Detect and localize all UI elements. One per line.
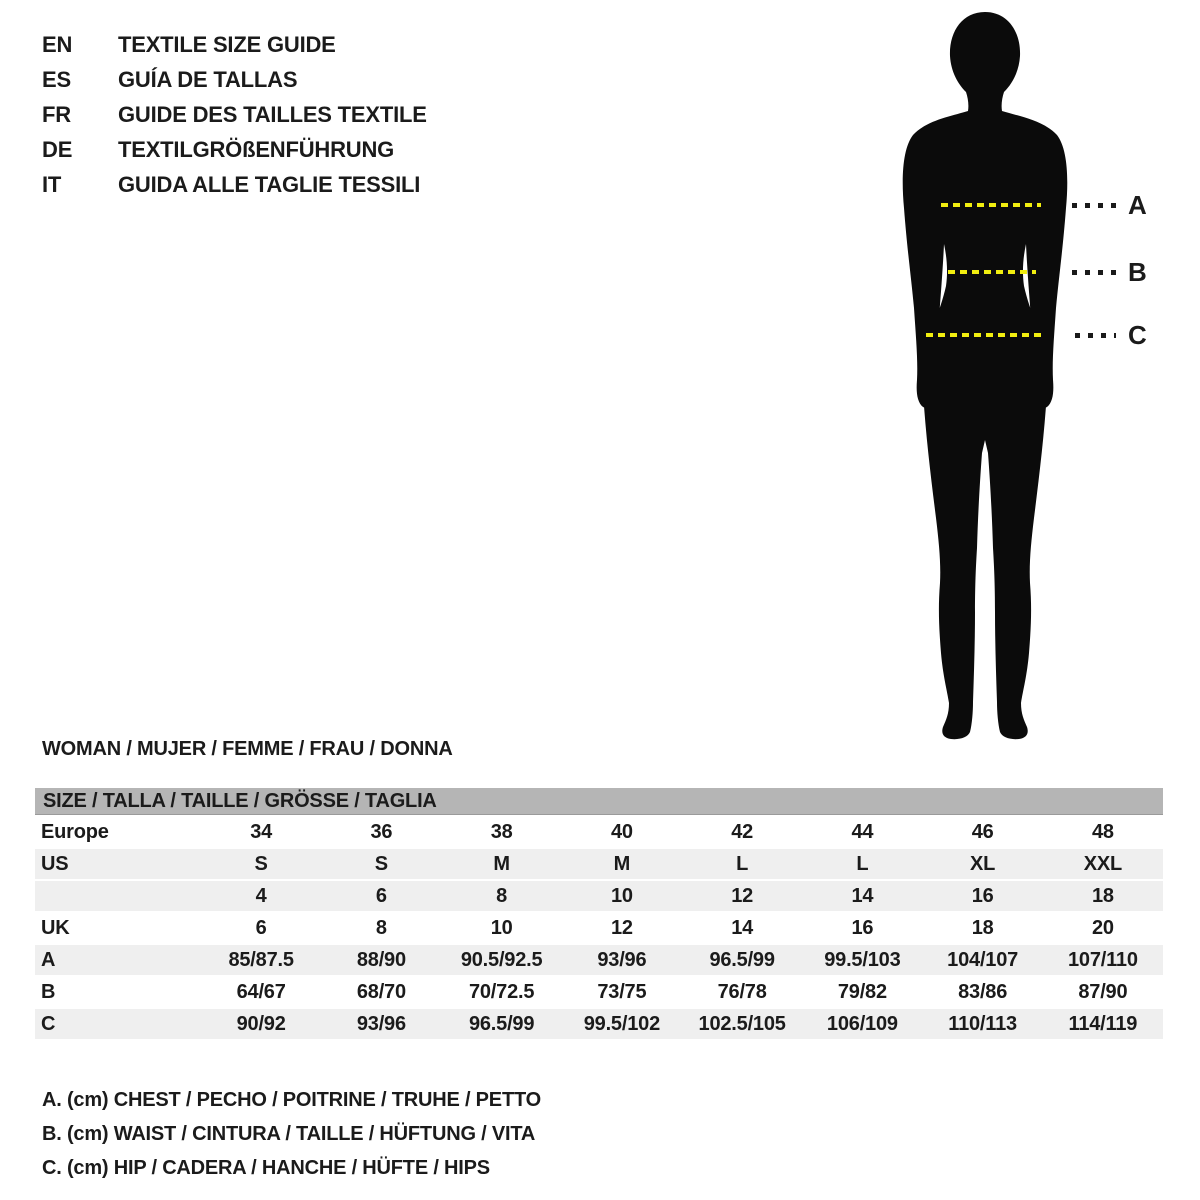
table-cell: 104/107 [947, 949, 1019, 971]
language-title: TEXTILGRÖßENFÜHRUNG [118, 137, 395, 162]
table-cell: 8 [496, 885, 508, 907]
table-cell: 42 [731, 821, 754, 843]
table-row [35, 817, 1163, 847]
table-cell: 76/78 [717, 981, 767, 1003]
waist-measure-dash-yellow [948, 270, 1036, 274]
table-cell: 12 [610, 917, 633, 939]
table-cell: 64/67 [236, 981, 286, 1003]
table-row [35, 849, 1163, 879]
language-title-list [42, 27, 427, 202]
table-row [35, 881, 1163, 911]
measurement-legend [42, 1083, 541, 1185]
table-cell: XXL [1083, 853, 1123, 875]
table-cell: L [736, 853, 749, 875]
size-table-header: SIZE / TALLA / TAILLE / GRÖSSE / TAGLIA [35, 788, 1163, 815]
woman-silhouette-icon [858, 8, 1112, 746]
table-cell: 85/87.5 [228, 949, 294, 971]
table-cell: 38 [490, 821, 513, 843]
hip-measure-dash-yellow [926, 333, 1044, 337]
table-cell: M [613, 853, 631, 875]
row-label: A [41, 949, 56, 971]
table-cell: 93/96 [356, 1013, 406, 1035]
table-cell: 34 [250, 821, 273, 843]
table-cell: 36 [370, 821, 393, 843]
table-cell: 70/72.5 [468, 981, 535, 1003]
language-row [42, 97, 427, 132]
table-cell: 40 [610, 821, 633, 843]
table-cell: 44 [851, 821, 874, 843]
table-cell: L [856, 853, 869, 875]
table-cell: 4 [255, 885, 267, 907]
language-code: IT [42, 172, 62, 197]
table-cell: 18 [1091, 885, 1114, 907]
table-cell: 106/109 [826, 1013, 898, 1035]
table-cell: 14 [731, 917, 754, 939]
language-code: FR [42, 102, 71, 127]
table-cell: 16 [851, 917, 874, 939]
size-table-body [35, 817, 1163, 1039]
table-cell: 83/86 [958, 981, 1008, 1003]
legend-line-chest: A. (cm) CHEST / PECHO / POITRINE / TRUHE / PETTO [42, 1089, 541, 1111]
table-cell: 6 [375, 885, 387, 907]
language-row [42, 132, 427, 167]
table-cell: 88/90 [356, 949, 406, 971]
language-row [42, 62, 427, 97]
language-title: GUIDE DES TAILLES TEXTILE [118, 102, 427, 127]
section-title-woman: WOMAN / MUJER / FEMME / FRAU / DONNA [42, 738, 453, 760]
table-cell: 14 [851, 885, 874, 907]
table-cell: 110/113 [948, 1013, 1017, 1035]
table-cell: 99.5/103 [824, 949, 901, 971]
language-title: GUIDA ALLE TAGLIE TESSILI [118, 172, 421, 197]
table-row [35, 913, 1163, 943]
marker-label-b: B [1128, 257, 1147, 287]
table-cell: 68/70 [356, 981, 406, 1003]
table-cell: 10 [610, 885, 633, 907]
table-cell: 18 [971, 917, 994, 939]
table-cell: 79/82 [837, 981, 887, 1003]
row-label: UK [41, 917, 70, 939]
table-cell: M [493, 853, 510, 875]
table-row [35, 1009, 1163, 1039]
language-title: GUÍA DE TALLAS [118, 67, 298, 92]
row-label [35, 881, 201, 911]
table-cell: S [374, 853, 388, 875]
language-code: DE [42, 137, 73, 162]
table-cell: 96.5/99 [709, 949, 775, 971]
table-cell: 46 [971, 821, 994, 843]
table-cell: 90/92 [236, 1013, 286, 1035]
language-code: EN [42, 32, 73, 57]
row-label: B [41, 981, 56, 1003]
row-label: Europe [41, 821, 109, 843]
chest-measure-dash-black [1072, 203, 1116, 208]
row-label: C [41, 1013, 56, 1035]
marker-label-a: A [1128, 190, 1147, 220]
table-cell: XL [970, 853, 996, 875]
language-title: TEXTILE SIZE GUIDE [118, 32, 336, 57]
waist-measure-dash-black [1072, 270, 1116, 275]
table-cell: 99.5/102 [583, 1013, 660, 1035]
table-cell: 93/96 [597, 949, 647, 971]
table-cell: 114/119 [1068, 1013, 1138, 1035]
table-cell: 16 [971, 885, 994, 907]
legend-line-hip: C. (cm) HIP / CADERA / HANCHE / HÜFTE / HIPS [42, 1157, 490, 1179]
table-cell: 10 [490, 917, 513, 939]
language-code: ES [42, 67, 71, 92]
table-cell: 8 [375, 917, 387, 939]
table-cell: S [254, 853, 268, 875]
chest-measure-dash-yellow [941, 203, 1041, 207]
table-cell: 96.5/99 [468, 1013, 535, 1035]
table-cell: 107/110 [1067, 949, 1138, 971]
table-cell: 90.5/92.5 [460, 949, 543, 971]
size-table [35, 788, 1163, 1041]
table-cell: 102.5/105 [698, 1013, 786, 1035]
row-label: US [41, 853, 69, 875]
hip-measure-dash-black [1075, 333, 1116, 338]
table-cell: 73/75 [597, 981, 647, 1003]
table-cell: 12 [731, 885, 754, 907]
marker-label-c: C [1128, 320, 1147, 350]
legend-line-waist: B. (cm) WAIST / CINTURA / TAILLE / HÜFTUNG / VITA [42, 1123, 536, 1145]
table-cell: 48 [1091, 821, 1114, 843]
language-row [42, 167, 427, 202]
table-cell: 87/90 [1078, 981, 1128, 1003]
table-row [35, 945, 1163, 975]
table-cell: 20 [1091, 917, 1114, 939]
language-row [42, 27, 427, 62]
table-row [35, 977, 1163, 1007]
table-cell: 6 [255, 917, 267, 939]
